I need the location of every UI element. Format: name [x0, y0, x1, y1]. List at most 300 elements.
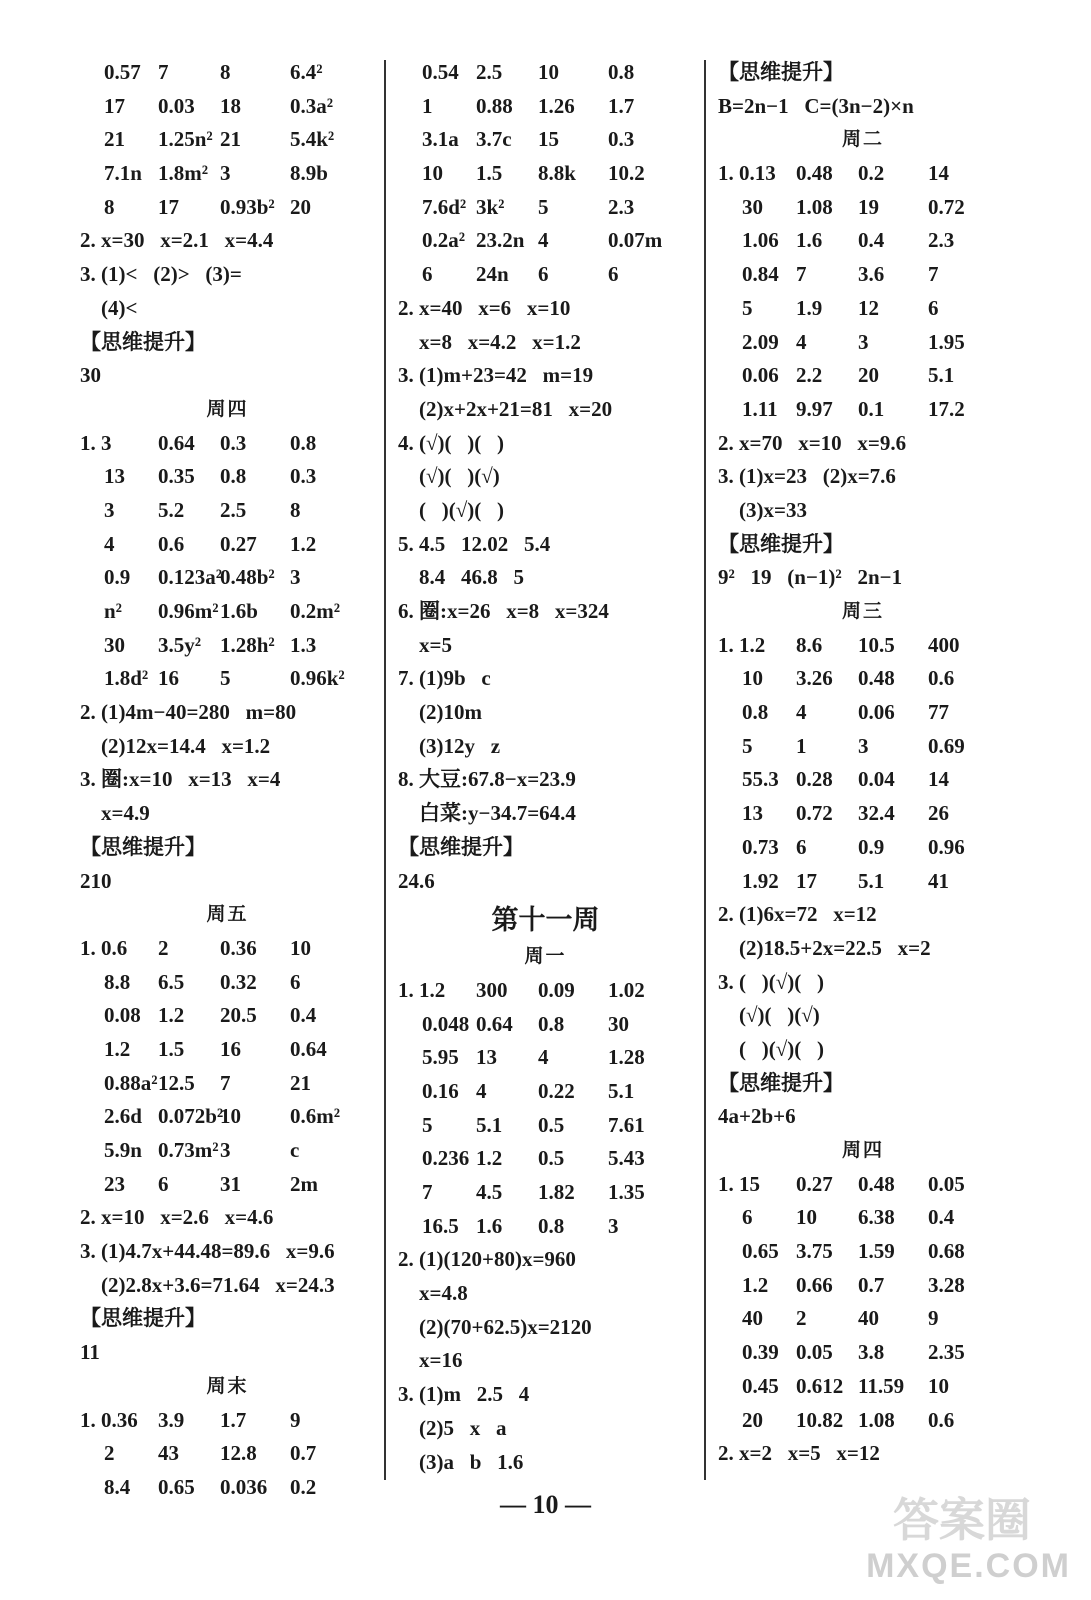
- answer-cell: 5: [742, 733, 753, 758]
- answer-cell: 0.06: [858, 700, 895, 725]
- answer-cell: 2.35: [928, 1340, 965, 1365]
- answer-line: x=16: [398, 1348, 463, 1373]
- answer-cell: 24n: [476, 262, 509, 287]
- answer-cell: 1.7: [220, 1407, 247, 1432]
- answer-cell: 41: [928, 868, 949, 893]
- answer-line: 8. 大豆:67.8−x=23.9: [398, 767, 576, 792]
- answer-cell: 20.5: [220, 1003, 257, 1028]
- answer-cell: 1.7: [608, 93, 635, 118]
- answer-cell: 0.48b²: [220, 565, 275, 590]
- answer-line: 【思维提升】: [398, 834, 524, 859]
- answer-cell: 1.06: [742, 228, 779, 253]
- answer-cell: 5: [220, 666, 231, 691]
- answer-cell: 0.05: [928, 1171, 965, 1196]
- answer-cell: 0.48: [858, 1171, 895, 1196]
- answer-cell: 2.6d: [104, 1104, 142, 1129]
- answer-cell: 3: [104, 497, 115, 522]
- answer-cell: 1.95: [928, 329, 965, 354]
- answer-cell: 0.123a²: [158, 565, 223, 590]
- answer-grid-row: [718, 763, 1008, 797]
- answer-cell: 32.4: [858, 801, 895, 826]
- answer-cell: 1.2: [104, 1036, 131, 1061]
- answer-cell: 3.7c: [476, 127, 512, 152]
- answer-cell: 2m: [290, 1171, 318, 1196]
- answer-grid-row: [398, 1109, 693, 1143]
- day-heading: 周三: [841, 601, 884, 622]
- answer-cell: 0.96m²: [158, 599, 219, 623]
- answer-line: 【思维提升】: [80, 834, 206, 859]
- answer-column-2: [398, 56, 693, 1479]
- answer-cell: 0.8: [290, 430, 317, 455]
- answer-cell: 31: [220, 1171, 241, 1196]
- answer-cell: 0.4: [290, 1003, 317, 1028]
- answer-column-3: [718, 56, 1008, 1471]
- answer-grid-row: [718, 1269, 1008, 1303]
- answer-cell: 1. 15: [718, 1171, 760, 1196]
- answer-cell: 0.5: [538, 1112, 565, 1137]
- answer-line: 白菜:y−34.7=64.4: [398, 801, 576, 826]
- answer-cell: 1: [796, 733, 807, 758]
- answer-cell: 10.2: [608, 161, 645, 186]
- answer-cell: 20: [742, 1407, 763, 1432]
- answer-cell: 5.9n: [104, 1138, 142, 1162]
- answer-cell: 6: [158, 1171, 169, 1196]
- answer-cell: 10.5: [858, 632, 895, 657]
- answer-cell: 6: [742, 1205, 753, 1230]
- answer-cell: 7: [158, 60, 169, 84]
- answer-cell: 1.3: [290, 632, 317, 657]
- answer-cell: 7: [220, 1070, 231, 1095]
- answer-cell: 3.8: [858, 1340, 885, 1365]
- answer-cell: 10: [220, 1104, 241, 1129]
- answer-grid-row: [398, 90, 693, 124]
- answer-cell: 30: [608, 1011, 629, 1036]
- answer-grid-row: [80, 191, 375, 225]
- answer-grid-row: [718, 1370, 1008, 1404]
- answer-grid-row: [398, 1142, 693, 1176]
- answer-line: 【思维提升】: [718, 531, 844, 556]
- answer-cell: 16.5: [422, 1213, 459, 1238]
- answer-cell: 16: [158, 666, 179, 691]
- answer-cell: 5: [422, 1112, 433, 1137]
- answer-grid-row: [718, 662, 1008, 696]
- answer-cell: 0.73: [742, 834, 779, 859]
- answer-line: 2. x=40 x=6 x=10: [398, 295, 571, 320]
- answer-cell: 4: [796, 700, 807, 725]
- answer-cell: 1. 0.13: [718, 161, 776, 186]
- answer-cell: 8: [220, 60, 231, 84]
- answer-line: (3)a b 1.6: [398, 1449, 524, 1474]
- answer-cell: 0.96k²: [290, 666, 345, 691]
- answer-cell: 1.08: [858, 1407, 895, 1432]
- answer-line: 7. (1)9b c: [398, 666, 491, 691]
- answer-cell: 0.93b²: [220, 194, 275, 219]
- answer-cell: 0.22: [538, 1078, 575, 1103]
- answer-cell: 2.3: [928, 228, 955, 253]
- answer-cell: 4.5: [476, 1180, 503, 1204]
- answer-grid-row: [718, 1168, 1008, 1202]
- answer-cell: 2.5: [220, 497, 247, 522]
- answer-grid-row: [718, 359, 1008, 393]
- answer-cell: 0.4: [928, 1205, 955, 1230]
- answer-cell: 3.75: [796, 1239, 833, 1264]
- day-heading: 周四: [206, 398, 249, 420]
- answer-line: 30: [80, 363, 101, 388]
- answer-grid-row: [80, 1168, 375, 1202]
- answer-line: 3. 圈:x=10 x=13 x=4: [80, 767, 281, 792]
- answer-cell: 5.1: [476, 1112, 503, 1137]
- answer-cell: 14: [928, 767, 949, 792]
- answer-cell: 0.2: [858, 161, 885, 186]
- answer-cell: 1.35: [608, 1180, 645, 1204]
- answer-cell: 14: [928, 161, 949, 186]
- answer-cell: 3: [290, 565, 301, 590]
- answer-cell: 0.36: [220, 935, 257, 960]
- answer-cell: 0.048: [422, 1011, 470, 1036]
- answer-cell: 2: [158, 935, 169, 960]
- answer-line: 3. (1)x=23 (2)x=7.6: [718, 464, 896, 489]
- answer-line: x=5: [398, 632, 452, 657]
- answer-cell: 0.88: [476, 93, 513, 118]
- answer-line: 3. (1)m 2.5 4: [398, 1382, 530, 1407]
- answer-grid-row: [398, 1176, 693, 1210]
- answer-cell: 0.09: [538, 977, 575, 1002]
- answer-grid-row: [80, 123, 375, 157]
- answer-cell: 3k²: [476, 194, 505, 219]
- answer-cell: 4: [476, 1078, 487, 1103]
- answer-line: 【思维提升】: [80, 1306, 206, 1331]
- answer-cell: 0.9: [104, 565, 131, 590]
- answer-grid-row: [718, 696, 1008, 730]
- answer-line: 2. x=10 x=2.6 x=4.6: [80, 1205, 274, 1230]
- answer-grid-row: [80, 932, 375, 966]
- answer-line: 2. (1)4m−40=280 m=80: [80, 700, 297, 725]
- answer-grid-row: [718, 191, 1008, 225]
- answer-cell: 0.1: [858, 396, 885, 421]
- answer-cell: 0.2: [290, 1474, 317, 1499]
- answer-cell: 12.5: [158, 1070, 195, 1095]
- answer-cell: 0.6: [928, 666, 955, 691]
- answer-line: x=8 x=4.2 x=1.2: [398, 329, 581, 354]
- answer-cell: 10: [290, 935, 311, 960]
- answer-grid-row: [80, 157, 375, 191]
- answer-cell: 0.65: [158, 1474, 195, 1499]
- answer-cell: 3: [858, 329, 869, 354]
- answer-cell: 3: [220, 161, 231, 186]
- answer-cell: 0.68: [928, 1239, 965, 1264]
- answer-cell: 0.07m: [608, 228, 663, 253]
- answer-line: 【思维提升】: [80, 329, 206, 354]
- answer-line: 6. 圈:x=26 x=8 x=324: [398, 599, 609, 623]
- answer-grid-row: [718, 1404, 1008, 1438]
- answer-cell: 0.72: [928, 194, 965, 219]
- answer-cell: 16: [220, 1036, 241, 1061]
- answer-cell: 17: [158, 194, 179, 219]
- answer-cell: 8.4: [104, 1474, 131, 1499]
- answer-cell: 8: [104, 194, 115, 219]
- answer-cell: 21: [290, 1070, 311, 1095]
- answer-cell: 10: [422, 161, 443, 186]
- answer-cell: 1.08: [796, 194, 833, 219]
- answer-grid-row: [80, 1033, 375, 1067]
- answer-line: (4)<: [80, 295, 138, 320]
- answer-grid-row: [398, 974, 693, 1008]
- answer-cell: 1.9: [796, 295, 823, 320]
- answer-cell: 0.2m²: [290, 599, 341, 623]
- answer-grid-row: [718, 629, 1008, 663]
- answer-cell: 0.6: [158, 531, 185, 556]
- answer-cell: 3.6: [858, 262, 885, 287]
- answer-cell: 13: [742, 801, 763, 826]
- answer-cell: 0.39: [742, 1340, 779, 1365]
- answer-grid-row: [718, 730, 1008, 764]
- answer-cell: 0.612: [796, 1373, 844, 1398]
- answer-cell: 1.5: [476, 161, 503, 186]
- answer-cell: 0.27: [796, 1171, 833, 1196]
- answer-cell: 4: [104, 531, 115, 556]
- answer-cell: 1.5: [158, 1036, 185, 1061]
- answer-cell: 3: [220, 1138, 231, 1162]
- answer-column-1: [80, 56, 375, 1505]
- answer-cell: 0.27: [220, 531, 257, 556]
- answer-line: (2)5 x a: [398, 1415, 507, 1440]
- answer-cell: 9.97: [796, 396, 833, 421]
- answer-cell: 3.26: [796, 666, 833, 691]
- answer-grid-row: [80, 629, 375, 663]
- answer-cell: c: [290, 1138, 300, 1162]
- answer-line: B=2n−1 C=(3n−2)×n: [718, 93, 914, 118]
- answer-cell: 6: [608, 262, 619, 287]
- answer-cell: 1. 0.36: [80, 1407, 138, 1432]
- answer-grid-row: [718, 157, 1008, 191]
- answer-cell: 400: [928, 632, 960, 657]
- answer-cell: 6.4²: [290, 60, 323, 84]
- answer-line: 5. 4.5 12.02 5.4: [398, 531, 551, 556]
- answer-grid-row: [80, 662, 375, 696]
- answer-grid-row: [80, 528, 375, 562]
- answer-cell: 0.54: [422, 60, 459, 84]
- answer-cell: 0.64: [476, 1011, 513, 1036]
- answer-cell: 5.1: [858, 868, 885, 893]
- answer-cell: 0.7: [290, 1441, 317, 1466]
- answer-cell: 0.6: [928, 1407, 955, 1432]
- answer-cell: 0.84: [742, 262, 779, 287]
- answer-cell: 1.28: [608, 1045, 645, 1070]
- answer-cell: 0.8: [538, 1011, 565, 1036]
- answer-cell: 6: [796, 834, 807, 859]
- answer-cell: 5: [538, 194, 549, 219]
- day-heading: 周五: [206, 904, 249, 926]
- answer-cell: 0.16: [422, 1078, 459, 1103]
- answer-cell: 26: [928, 801, 949, 826]
- answer-cell: 1. 0.6: [80, 935, 128, 960]
- answer-cell: 5.1: [608, 1078, 635, 1103]
- answer-grid-row: [80, 1437, 375, 1471]
- answer-cell: 6: [422, 262, 433, 287]
- answer-line: 【思维提升】: [718, 60, 844, 84]
- page-number: — 10 —: [500, 1490, 591, 1519]
- answer-cell: 1.6: [796, 228, 823, 253]
- answer-cell: 0.3a²: [290, 93, 334, 118]
- answer-cell: 0.73m²: [158, 1138, 219, 1162]
- answer-cell: 6.5: [158, 969, 185, 994]
- answer-cell: 0.57: [104, 60, 141, 84]
- answer-line: 2. (1)6x=72 x=12: [718, 902, 877, 927]
- answer-grid-row: [80, 1067, 375, 1101]
- answer-cell: 1.92: [742, 868, 779, 893]
- answer-cell: 6: [538, 262, 549, 287]
- answer-cell: 0.3: [220, 430, 247, 455]
- answer-grid-row: [80, 56, 375, 90]
- answer-cell: 0.7: [858, 1272, 885, 1297]
- answer-cell: 20: [290, 194, 311, 219]
- answer-cell: 21: [220, 127, 241, 152]
- answer-cell: 0.35: [158, 464, 195, 489]
- watermark: MXQE.COM: [866, 1547, 1071, 1585]
- answer-cell: 10.82: [796, 1407, 844, 1432]
- answer-cell: 8.8: [104, 969, 131, 994]
- answer-line: 2. x=30 x=2.1 x=4.4: [80, 228, 274, 253]
- answer-line: 3. (1)4.7x+44.48=89.6 x=9.6: [80, 1239, 335, 1264]
- answer-grid-row: [718, 258, 1008, 292]
- answer-cell: 0.32: [220, 969, 257, 994]
- answer-cell: 0.96: [928, 834, 965, 859]
- answer-cell: 0.5: [538, 1146, 565, 1171]
- answer-cell: 5: [742, 295, 753, 320]
- answer-cell: 1.2: [742, 1272, 769, 1297]
- answer-cell: 19: [858, 194, 879, 219]
- answer-cell: 3.28: [928, 1272, 965, 1297]
- answer-cell: 0.06: [742, 363, 779, 388]
- answer-grid-row: [80, 1100, 375, 1134]
- answer-line: (2)x+2x+21=81 x=20: [398, 396, 613, 421]
- column-divider-left: [384, 60, 386, 1480]
- answer-cell: 8: [290, 497, 301, 522]
- answer-cell: 9: [928, 1306, 939, 1331]
- answer-cell: 55.3: [742, 767, 779, 792]
- answer-grid-row: [718, 292, 1008, 326]
- answer-cell: 5.43: [608, 1146, 645, 1171]
- answer-grid-row: [718, 224, 1008, 258]
- answer-line: 3. (1)< (2)> (3)=: [80, 262, 242, 287]
- answer-cell: 6: [928, 295, 939, 320]
- answer-cell: 0.8: [742, 700, 769, 725]
- answer-cell: 30: [742, 194, 763, 219]
- answer-cell: 1.2: [476, 1146, 503, 1171]
- answer-grid-row: [398, 224, 693, 258]
- answer-grid-row: [718, 1336, 1008, 1370]
- answer-cell: 0.9: [858, 834, 885, 859]
- answer-cell: 17: [104, 93, 125, 118]
- answer-cell: 0.4: [858, 228, 885, 253]
- answer-cell: 7.6d²: [422, 194, 467, 219]
- answer-cell: 5.1: [928, 363, 955, 388]
- answer-grid-row: [398, 123, 693, 157]
- answer-cell: 0.8: [608, 60, 635, 84]
- answer-line: (3)12y z: [398, 733, 501, 758]
- answer-line: 8.4 46.8 5: [398, 565, 524, 590]
- answer-line: ( )(√)( ): [718, 1036, 824, 1061]
- answer-cell: 0.65: [742, 1239, 779, 1264]
- answer-line: (2)18.5+2x=22.5 x=2: [718, 935, 931, 960]
- answer-line: (2)(70+62.5)x=2120: [398, 1314, 592, 1339]
- answer-cell: 13: [104, 464, 125, 489]
- answer-cell: 0.072b²: [158, 1104, 224, 1129]
- answer-cell: 0.05: [796, 1340, 833, 1365]
- answer-grid-row: [398, 258, 693, 292]
- answer-grid-row: [80, 1134, 375, 1168]
- answer-cell: 1.59: [858, 1239, 895, 1264]
- answer-cell: 21: [104, 127, 125, 152]
- answer-cell: 300: [476, 977, 508, 1002]
- answer-cell: 12: [858, 295, 879, 320]
- answer-cell: 30: [104, 632, 125, 657]
- answer-cell: 20: [858, 363, 879, 388]
- answer-cell: 5.95: [422, 1045, 459, 1070]
- answer-cell: 23.2n: [476, 228, 525, 253]
- answer-cell: 0.66: [796, 1272, 833, 1297]
- answer-cell: 1.11: [742, 396, 778, 421]
- answer-cell: 40: [742, 1306, 763, 1331]
- answer-cell: 0.3: [290, 464, 317, 489]
- answer-grid-row: [398, 157, 693, 191]
- answer-grid-row: [80, 595, 375, 629]
- answer-cell: 18: [220, 93, 241, 118]
- answer-line: 9² 19 (n−1)² 2n−1: [718, 565, 903, 590]
- answer-grid-row: [718, 326, 1008, 360]
- answer-cell: 8.8k: [538, 161, 576, 186]
- day-heading: 周一: [524, 946, 567, 968]
- answer-cell: 7: [796, 262, 807, 287]
- answer-cell: 15: [538, 127, 559, 152]
- answer-line: 2. x=2 x=5 x=12: [718, 1441, 880, 1466]
- answer-cell: 0.45: [742, 1373, 779, 1398]
- answer-cell: 9: [290, 1407, 301, 1432]
- answer-cell: 10: [928, 1373, 949, 1398]
- answer-cell: 0.3: [608, 127, 635, 152]
- answer-cell: 0.236: [422, 1146, 470, 1171]
- answer-cell: 2.5: [476, 60, 503, 84]
- answer-cell: 2.2: [796, 363, 823, 388]
- answer-cell: 10: [796, 1205, 817, 1230]
- answer-cell: 1.6: [476, 1213, 503, 1238]
- answer-cell: 8.6: [796, 632, 823, 657]
- answer-cell: 10: [538, 60, 559, 84]
- answer-cell: 8.9b: [290, 161, 328, 186]
- answer-cell: 1: [422, 93, 433, 118]
- answer-grid-row: [398, 56, 693, 90]
- answer-line: 3. ( )(√)( ): [718, 969, 824, 994]
- answer-cell: 1. 1.2: [398, 977, 446, 1002]
- answer-cell: 5.2: [158, 497, 185, 522]
- answer-cell: 0.8: [220, 464, 247, 489]
- answer-grid-row: [718, 831, 1008, 865]
- answer-cell: 1.82: [538, 1180, 575, 1204]
- answer-cell: 12.8: [220, 1441, 257, 1466]
- answer-cell: 0.64: [158, 430, 195, 455]
- answer-grid-row: [80, 966, 375, 1000]
- answer-cell: 13: [476, 1045, 497, 1070]
- day-heading: 周二: [841, 129, 884, 151]
- answer-cell: 1. 3: [80, 430, 112, 455]
- answer-cell: 2: [796, 1306, 807, 1331]
- answer-line: 2. x=70 x=10 x=9.6: [718, 430, 907, 455]
- answer-grid-row: [80, 460, 375, 494]
- answer-cell: 4: [796, 329, 807, 354]
- answer-cell: 1.8m²: [158, 161, 209, 186]
- answer-cell: 7.1n: [104, 161, 142, 186]
- column-divider-right: [704, 60, 706, 1480]
